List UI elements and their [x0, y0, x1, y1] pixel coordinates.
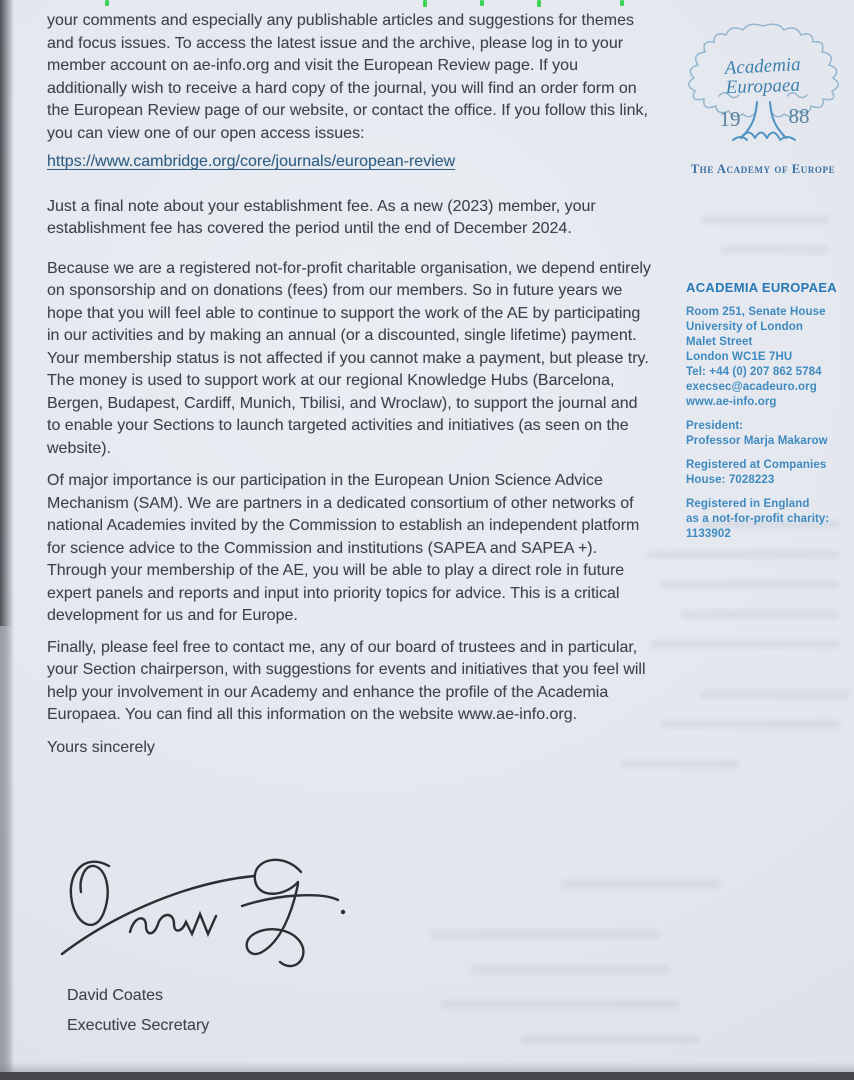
bleed-through-line: [720, 245, 830, 254]
charity-line: as a not-for-profit charity:: [686, 513, 830, 525]
academia-europaea-tree-logo-icon: [683, 20, 843, 160]
bleed-through-line: [520, 1035, 700, 1044]
bleed-through-line: [620, 760, 740, 769]
sidebar-charity-block: [686, 497, 852, 542]
handwritten-signature: [46, 850, 346, 990]
sidebar-address-block: [686, 305, 852, 410]
bleed-through-line: [470, 965, 670, 974]
bleed-through-line: [430, 930, 660, 939]
logo-name-line1: Academia: [724, 54, 802, 79]
paragraph-charity-donations: Because we are a registered not-for-profit charitable organisation, we depend entirely on sponsorship and on donations (fees) from our members. So in future years we hope that you will feel able to continue to support the work of the AE by participating in our activities and by making an annual (or a discounted, single lifetime) payment. Your membership status is not affected if you cannot make a payment, but please try. The money is used to support work at our regional Knowledge Hubs (Barcelona, Bergen, Budapest, Cardiff, Munich, Tbilisi, and Wroclaw), to support the journal and to enable your Sections to launch targeted activities and initiatives (as seen on the website).: [47, 259, 651, 457]
bleed-through-line: [660, 580, 840, 589]
scan-edge-left-fade: [0, 626, 16, 1080]
bleed-through-line: [680, 610, 840, 619]
address-line: Malet Street: [686, 336, 753, 348]
letter-body: [47, 10, 651, 759]
green-annotation-artifact: [423, 0, 427, 7]
green-annotation-artifact: [620, 0, 624, 6]
registration-line: Registered at Companies: [686, 459, 827, 471]
address-line-email: execsec@acadeuro.org: [686, 381, 817, 393]
cambridge-journal-link[interactable]: https://www.cambridge.org/core/journals/european-review: [47, 153, 456, 170]
charity-line: 1133902: [686, 528, 731, 540]
address-line: University of London: [686, 321, 803, 333]
signatory-name: David Coates: [67, 987, 164, 1004]
paragraph-establishment-fee: Just a final note about your establishment fee. As a new (2023) member, your establishment fee has covered the period until the end of December 2024.: [47, 197, 596, 237]
bleed-through-line: [560, 880, 720, 889]
paragraph-journal: your comments and especially any publishable articles and suggestions for themes and focus issues. To access the latest issue and the archive, please log in to your member account on ae-info.org and visit the European Review page. If you additionally wish to receive a hard copy of the journal, you will find an order form on the European Review page of our website, or contact the office. If you follow this link, you can view one of our open access issues:: [47, 12, 648, 142]
green-annotation-artifact: [480, 0, 484, 6]
sidebar-president-block: [686, 419, 852, 449]
sidebar-org-name: ACADEMIA EUROPAEA: [686, 280, 837, 295]
logo-tagline: The Academy of Europe: [690, 162, 836, 176]
scan-edge-bottom-shadow: [0, 1062, 854, 1072]
bleed-through-line: [660, 720, 840, 729]
paragraph-contact: Finally, please feel free to contact me, any of our board of trustees and in particular, your Section chairperson, with suggestions for events and initiatives that you feel will help your involvement in our Academy and enhance the profile of the Academia Europaea. You can find all this information on the website www.ae-info.org.: [47, 638, 646, 723]
logo-year-19: 19: [719, 107, 741, 131]
president-name: Professor Marja Makarow: [686, 435, 828, 447]
scan-edge-bottom: [0, 1072, 854, 1080]
address-line: Room 251, Senate House: [686, 306, 826, 318]
logo-name-line2: Europaea: [725, 74, 801, 99]
address-line-website: www.ae-info.org: [686, 396, 777, 408]
bleed-through-line: [700, 690, 850, 699]
bleed-through-line: [700, 215, 830, 224]
closing-salutation: Yours sincerely: [47, 738, 155, 756]
green-annotation-artifact: [537, 0, 541, 7]
org-contact-sidebar: [686, 280, 852, 551]
bleed-through-line: [645, 550, 840, 559]
paragraph-science-advice: Of major importance is our participation in the European Union Science Advice Mechanism (SAM). We are partners in a dedicated consortium of other networks of national Academies invited by the Commission to establish an independent platform for science advice to the Commission and institutions (SAPEA and SAPEA +). Through your membership of the AE, you will be able to play a direct role in future expert panels and reports and input into priority topics for advice. This is a critical development for us and for Europe.: [47, 472, 640, 624]
bleed-through-line: [650, 640, 840, 649]
address-line: London WC1E 7HU: [686, 351, 793, 363]
signatory-title: Executive Secretary: [67, 1017, 210, 1034]
logo-year-88: 88: [788, 104, 810, 128]
address-line: Tel: +44 (0) 207 862 5784: [686, 366, 822, 378]
bleed-through-line: [440, 1000, 680, 1009]
sidebar-registration-block: [686, 458, 852, 488]
registration-line: House: 7028223: [686, 474, 775, 486]
green-annotation-artifact: [105, 0, 109, 6]
charity-line: Registered in England: [686, 498, 810, 510]
president-label: President:: [686, 420, 744, 432]
